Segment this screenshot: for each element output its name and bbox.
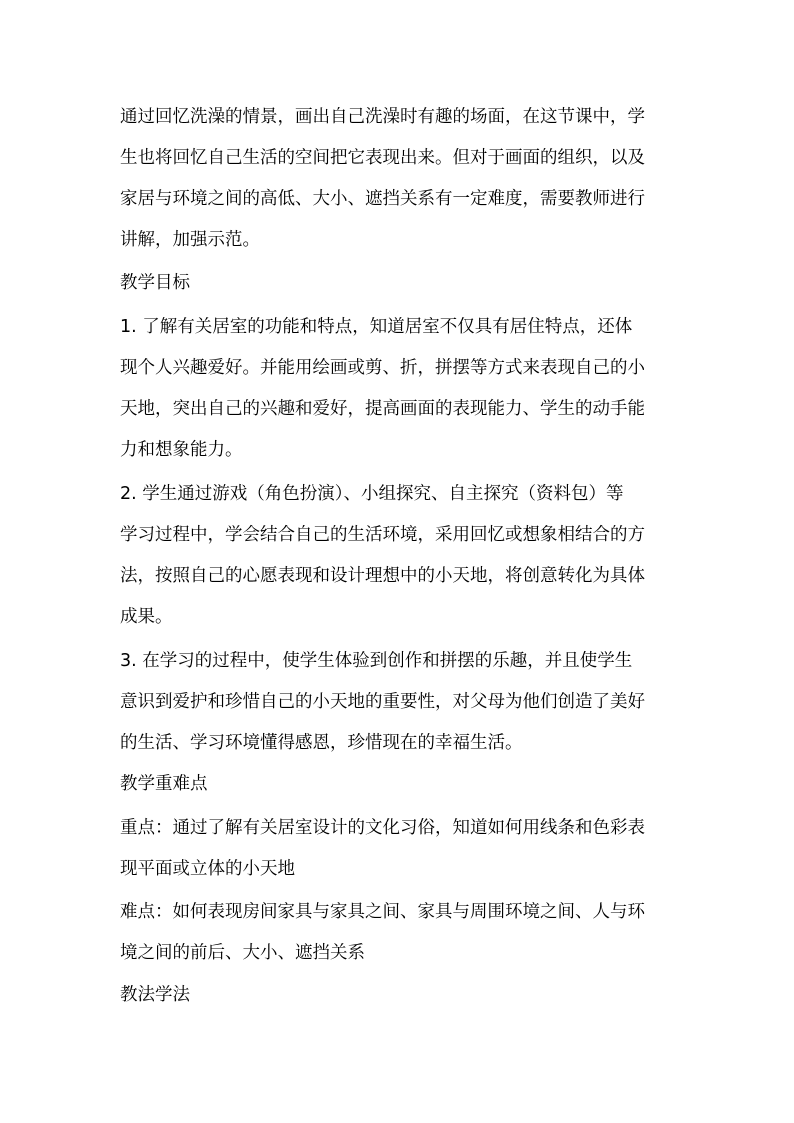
objective-2-line-4: 成果。 [120,607,173,627]
section-heading-key-points: 教学重难点 [120,774,208,794]
objective-3-line-1: 3. 在学习的过程中，使学生体验到创作和拼摆的乐趣，并且使学生 [120,651,633,671]
intro-line-1: 通过回忆洗澡的情景，画出自己洗澡时有趣的场面，在这节课中，学 [120,107,645,127]
objective-1-line-3: 天地，突出自己的兴趣和爱好，提高画面的表现能力、学生的动手能 [120,399,645,419]
section-heading-objectives: 教学目标 [120,273,190,293]
intro-line-4: 讲解，加强示范。 [120,230,260,250]
objective-3-line-2: 意识到爱护和珍惜自己的小天地的重要性，对父母为他们创造了美好 [120,692,645,712]
objective-1-line-4: 力和想象能力。 [120,440,243,460]
objective-2-line-1: 2. 学生通过游戏（角色扮演）、小组探究、自主探究（资料包）等 [120,484,624,504]
section-heading-methods: 教法学法 [120,985,190,1005]
difficulty-line-1: 难点：如何表现房间家具与家具之间、家具与周围环境之间、人与环 [120,902,645,922]
key-point-line-2: 现平面或立体的小天地 [120,859,295,879]
objective-2-line-2: 学习过程中，学会结合自己的生活环境，采用回忆或想象相结合的方 [120,525,645,545]
intro-line-3: 家居与环境之间的高低、大小、遮挡关系有一定难度，需要教师进行 [120,189,645,209]
objective-1-line-2: 现个人兴趣爱好。并能用绘画或剪、折，拼摆等方式来表现自己的小 [120,358,645,378]
difficulty-line-2: 境之间的前后、大小、遮挡关系 [120,943,365,963]
key-point-line-1: 重点：通过了解有关居室设计的文化习俗，知道如何用线条和色彩表 [120,818,645,838]
objective-1-line-1: 1. 了解有关居室的功能和特点，知道居室不仅具有居住特点，还体 [120,317,633,337]
objective-2-line-3: 法，按照自己的心愿表现和设计理想中的小天地，将创意转化为具体 [120,566,645,586]
objective-3-line-3: 的生活、学习环境懂得感恩，珍惜现在的幸福生活。 [120,733,523,753]
intro-line-2: 生也将回忆自己生活的空间把它表现出来。但对于画面的组织，以及 [120,148,645,168]
